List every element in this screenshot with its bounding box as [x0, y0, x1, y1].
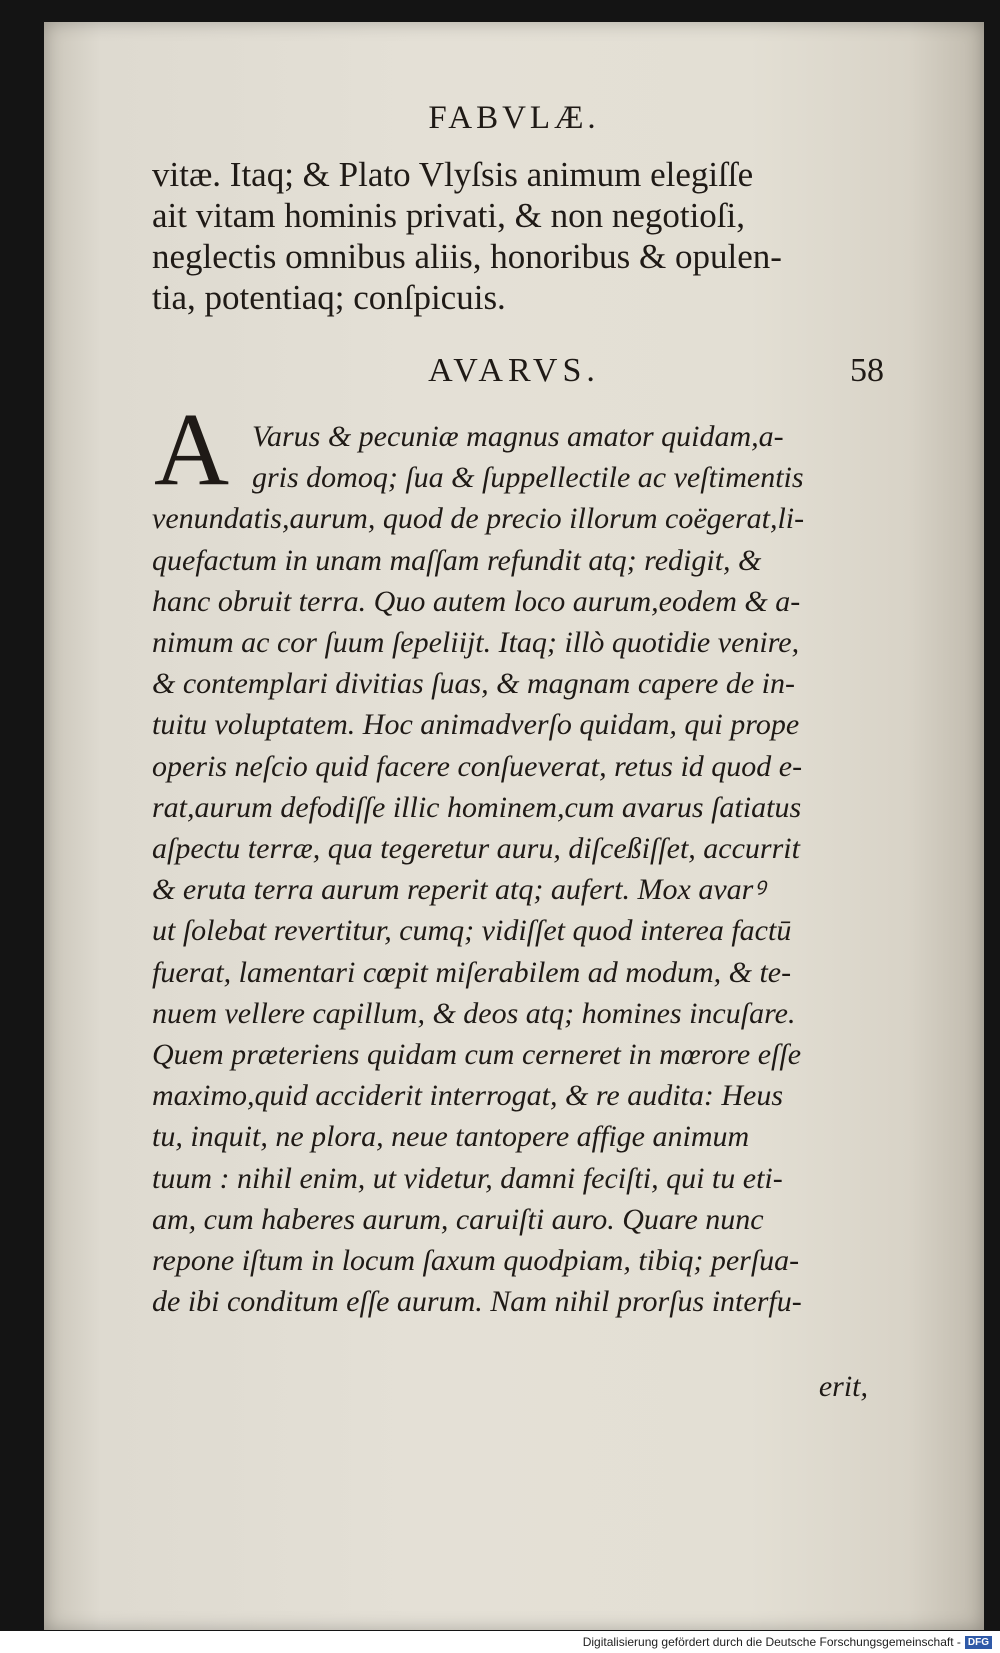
carry-over-paragraph [152, 154, 912, 318]
text-line: quefactum in unam maſſam refundit atq; redigit, & [152, 543, 762, 577]
text-line: Varus & pecuniæ magnus amator quidam,a- [252, 420, 784, 453]
text-line: venundatis,aurum, quod de precio illorum coëgerat,li- [152, 502, 805, 536]
text-line: nuem vellere capillum, & deos atq; homines incuſare. [152, 996, 796, 1030]
text-line: tuum : nihil enim, ut videtur, damni feciſti, qui tu eti- [152, 1161, 783, 1195]
page-number: 58 [850, 352, 884, 389]
text-line: tia, potentiaq; conſpicuis. [152, 278, 506, 317]
text-line: aſpectu terræ, qua tegeretur auru, diſceßiſſet, accurrit [152, 832, 800, 866]
text-line: am, cum haberes aurum, caruiſti auro. Quare nunc [152, 1202, 764, 1236]
text-line: nimum ac cor ſuum ſepeliijt. Itaq; illò quotidie venire, [152, 626, 800, 660]
dfg-logo: DFG [965, 1636, 992, 1649]
text-line: Quem præteriens quidam cum cerneret in mœrore eſſe [152, 1038, 802, 1072]
section-title: AVARVS. [428, 352, 600, 389]
text-line: ut ſolebat revertitur, cumq; vidiſſet quod interea factū [152, 914, 792, 948]
fable-body [152, 416, 932, 1322]
text-line: tu, inquit, ne plora, neue tantopere affige animum [152, 1120, 750, 1154]
text-line: tuitu voluptatem. Hoc animadverſo quidam, qui prope [152, 708, 800, 742]
book-page [44, 22, 984, 1630]
text-line: vitæ. Itaq; & Plato Vlyſsis animum elegiſſe [152, 155, 754, 194]
drop-cap: A [154, 392, 230, 507]
text-line: de ibi conditum eſſe aurum. Nam nihil prorſus interfu- [152, 1285, 802, 1319]
text-line: gris domoq; ſua & ſuppellectile ac veſtimentis [252, 461, 804, 495]
text-line: repone iſtum in locum ſaxum quodpiam, tibiq; perſua- [152, 1244, 800, 1278]
footer-credit: Digitalisierung gefördert durch die Deutsche Forschungsgemeinschaft - [582, 1635, 961, 1649]
catchword: erit, [818, 1370, 868, 1403]
text-line: ait vitam hominis privati, & non negotioſi, [152, 196, 746, 235]
text-line: neglectis omnibus aliis, honoribus & opulen- [152, 237, 782, 276]
text-line: maximo,quid acciderit interrogat, & re audita: Heus [152, 1079, 784, 1113]
text-line: & contemplari divitias ſuas, & magnam capere de in- [152, 667, 795, 701]
text-line: & eruta terra aurum reperit atq; aufert. Mox avarꝰ [152, 873, 765, 907]
text-line: fuerat, lamentari cœpit miſerabilem ad modum, & te- [152, 955, 792, 989]
text-line: hanc obruit terra. Quo autem loco aurum,eodem & a- [152, 584, 801, 618]
text-line: operis neſcio quid facere conſueverat, retus id quod e- [152, 749, 803, 783]
running-head: FABVLÆ. [428, 100, 600, 136]
digitization-footer [0, 1631, 1000, 1653]
text-line: rat,aurum defodiſſe illic hominem,cum avarus ſatiatus [152, 790, 802, 824]
